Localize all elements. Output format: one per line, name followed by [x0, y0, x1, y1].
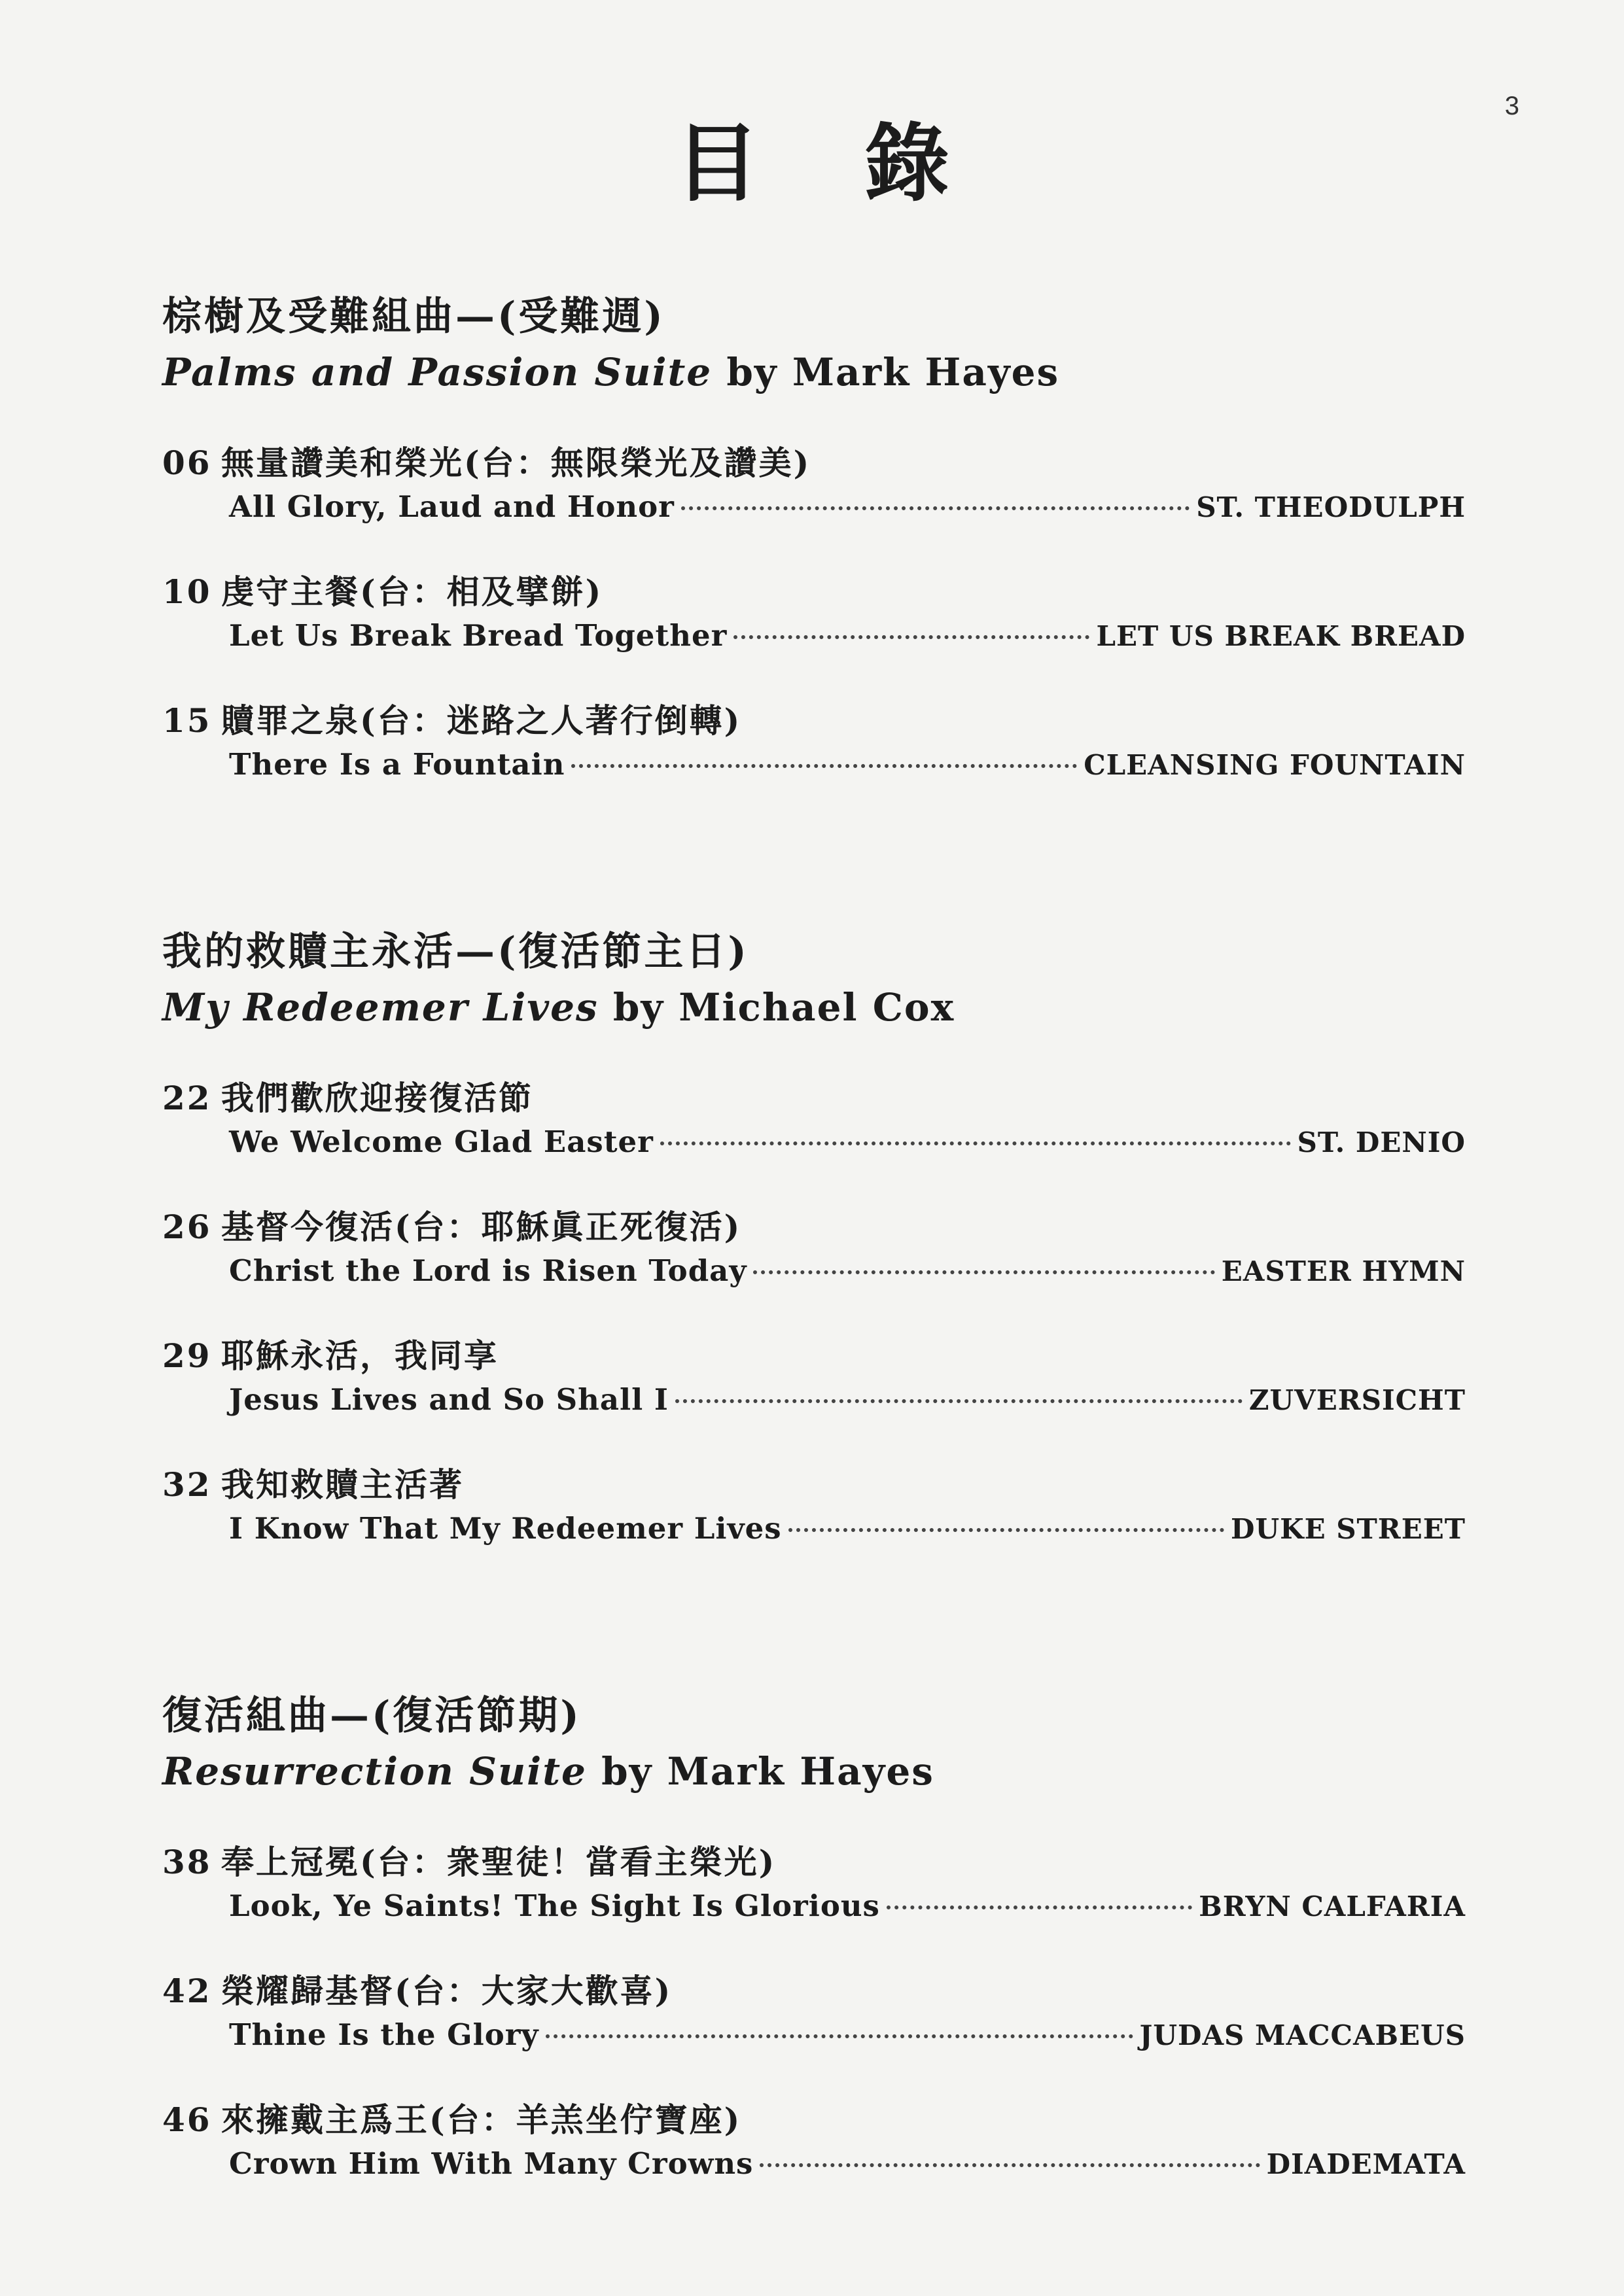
dot-leader: [571, 764, 1077, 768]
toc-entry[interactable]: [162, 1968, 1466, 2056]
suite-composer: by Mark Hayes: [712, 350, 1060, 394]
entry-page-number: 42: [162, 1972, 212, 2010]
entry-title-en: [229, 487, 1466, 528]
suite-name: My Redeemer Lives: [162, 985, 599, 1030]
entry-title-en: [229, 2144, 1466, 2185]
entry-title-en: [229, 1251, 1466, 1292]
entry-page-number: 15: [162, 701, 212, 740]
toc-entry[interactable]: [162, 1075, 1466, 1163]
entry-name-zh: 我知救贖主活著: [221, 1465, 464, 1504]
tune-name: ST. DENIO: [1297, 1126, 1466, 1158]
entry-title-zh: [162, 1075, 1466, 1122]
suite-composer: by Mark Hayes: [586, 1749, 934, 1794]
entry-title-zh: [162, 1461, 1466, 1508]
tune-name: EASTER HYMN: [1221, 1255, 1466, 1287]
entry-name-en: I Know That My Redeemer Lives: [229, 1511, 782, 1546]
toc-entry[interactable]: [162, 2096, 1466, 2185]
entry-page-number: 46: [162, 2100, 212, 2139]
entry-name-en: Let Us Break Bread Together: [229, 618, 728, 653]
toc-entry[interactable]: [162, 1461, 1466, 1550]
toc-entry[interactable]: [162, 697, 1466, 786]
dot-leader: [681, 506, 1190, 510]
entry-name-zh: 基督今復活(台：耶穌眞正死復活): [221, 1208, 742, 1246]
entry-name-en: We Welcome Glad Easter: [229, 1124, 654, 1159]
entry-title-zh: [162, 1839, 1466, 1886]
suite-section: [162, 1687, 1466, 2185]
entry-name-en: Jesus Lives and So Shall I: [229, 1382, 669, 1417]
dot-leader: [660, 1141, 1291, 1145]
toc-entry[interactable]: [162, 1839, 1466, 1927]
page-number: 3: [1504, 92, 1519, 120]
suite-section: [162, 288, 1466, 786]
entry-title-zh: [162, 1204, 1466, 1251]
entry-name-zh: 我們歡欣迎接復活節: [221, 1079, 533, 1117]
tune-name: LET US BREAK BREAD: [1096, 620, 1466, 652]
entry-name-zh: 耶穌永活，我同享: [221, 1336, 499, 1375]
entry-title-zh: [162, 1332, 1466, 1380]
entry-title-zh: [162, 568, 1466, 616]
entry-name-zh: 無量讚美和榮光(台：無限榮光及讚美): [221, 444, 811, 482]
toc-entry[interactable]: [162, 568, 1466, 657]
entry-name-zh: 贖罪之泉(台：迷路之人著行倒轉): [221, 701, 742, 740]
suite-title-en: [162, 981, 1466, 1034]
entry-title-en: [229, 1886, 1466, 1927]
suite-title-zh: 我的救贖主永活—(復活節主日): [162, 929, 749, 975]
page-title: 目錄: [674, 113, 1054, 213]
entry-page-number: 32: [162, 1465, 212, 1504]
tune-name: ZUVERSICHT: [1248, 1384, 1466, 1416]
tune-name: ST. THEODULPH: [1196, 491, 1466, 523]
entry-name-en: Christ the Lord is Risen Today: [229, 1253, 747, 1288]
table-of-contents: [162, 288, 1466, 2185]
suite-section: [162, 923, 1466, 1550]
dot-leader: [788, 1528, 1224, 1532]
entry-page-number: 26: [162, 1208, 212, 1246]
entry-title-en: [229, 616, 1466, 657]
dot-leader: [760, 2163, 1260, 2167]
entry-title-en: [229, 1122, 1466, 1163]
entry-title-en: [229, 744, 1466, 786]
dot-leader: [546, 2034, 1133, 2038]
suite-title-en: [162, 1745, 1466, 1798]
entry-page-number: 06: [162, 444, 212, 482]
entry-name-en: All Glory, Laud and Honor: [229, 489, 675, 524]
entry-title-zh: [162, 440, 1466, 487]
entry-name-en: Crown Him With Many Crowns: [229, 2146, 754, 2181]
toc-entry[interactable]: [162, 1204, 1466, 1292]
entry-page-number: 22: [162, 1079, 212, 1117]
suite-composer: by Michael Cox: [598, 985, 955, 1030]
entry-title-zh: [162, 2096, 1466, 2144]
entry-name-zh: 虔守主餐(台：相及擘餅): [221, 572, 603, 611]
tune-name: JUDAS MACCABEUS: [1139, 2019, 1466, 2051]
suite-title-en: [162, 345, 1466, 399]
entry-title-en: [229, 1380, 1466, 1421]
toc-entry[interactable]: [162, 440, 1466, 528]
dot-leader: [887, 1905, 1192, 1909]
entry-title-en: [229, 2015, 1466, 2056]
entry-title-zh: [162, 1968, 1466, 2015]
entry-name-zh: 奉上冠冕(台：衆聖徒！當看主榮光): [221, 1843, 777, 1881]
suite-name: Palms and Passion Suite: [162, 350, 713, 394]
dot-leader: [753, 1270, 1214, 1274]
tune-name: BRYN CALFARIA: [1199, 1890, 1466, 1922]
tune-name: DUKE STREET: [1231, 1513, 1466, 1545]
entry-page-number: 38: [162, 1843, 212, 1881]
entry-name-zh: 榮耀歸基督(台：大家大歡喜): [221, 1972, 673, 2010]
tune-name: DIADEMATA: [1266, 2148, 1466, 2180]
tune-name: CLEANSING FOUNTAIN: [1084, 749, 1466, 781]
entry-name-en: Thine Is the Glory: [229, 2017, 539, 2052]
entry-title-en: [229, 1508, 1466, 1550]
entry-page-number: 10: [162, 572, 212, 611]
entry-name-en: Look, Ye Saints! The Sight Is Glorious: [229, 1888, 880, 1923]
toc-entry[interactable]: [162, 1332, 1466, 1421]
suite-title-zh: 棕樹及受難組曲—(受難週): [162, 294, 665, 339]
dot-leader: [733, 635, 1089, 639]
entry-page-number: 29: [162, 1336, 212, 1375]
entry-title-zh: [162, 697, 1466, 744]
entry-name-zh: 來擁戴主爲王(台：羊羔坐佇寶座): [221, 2100, 742, 2139]
dot-leader: [675, 1399, 1243, 1403]
entry-name-en: There Is a Fountain: [229, 747, 565, 782]
suite-title-zh: 復活組曲—(復活節期): [162, 1693, 582, 1739]
suite-name: Resurrection Suite: [162, 1749, 587, 1794]
